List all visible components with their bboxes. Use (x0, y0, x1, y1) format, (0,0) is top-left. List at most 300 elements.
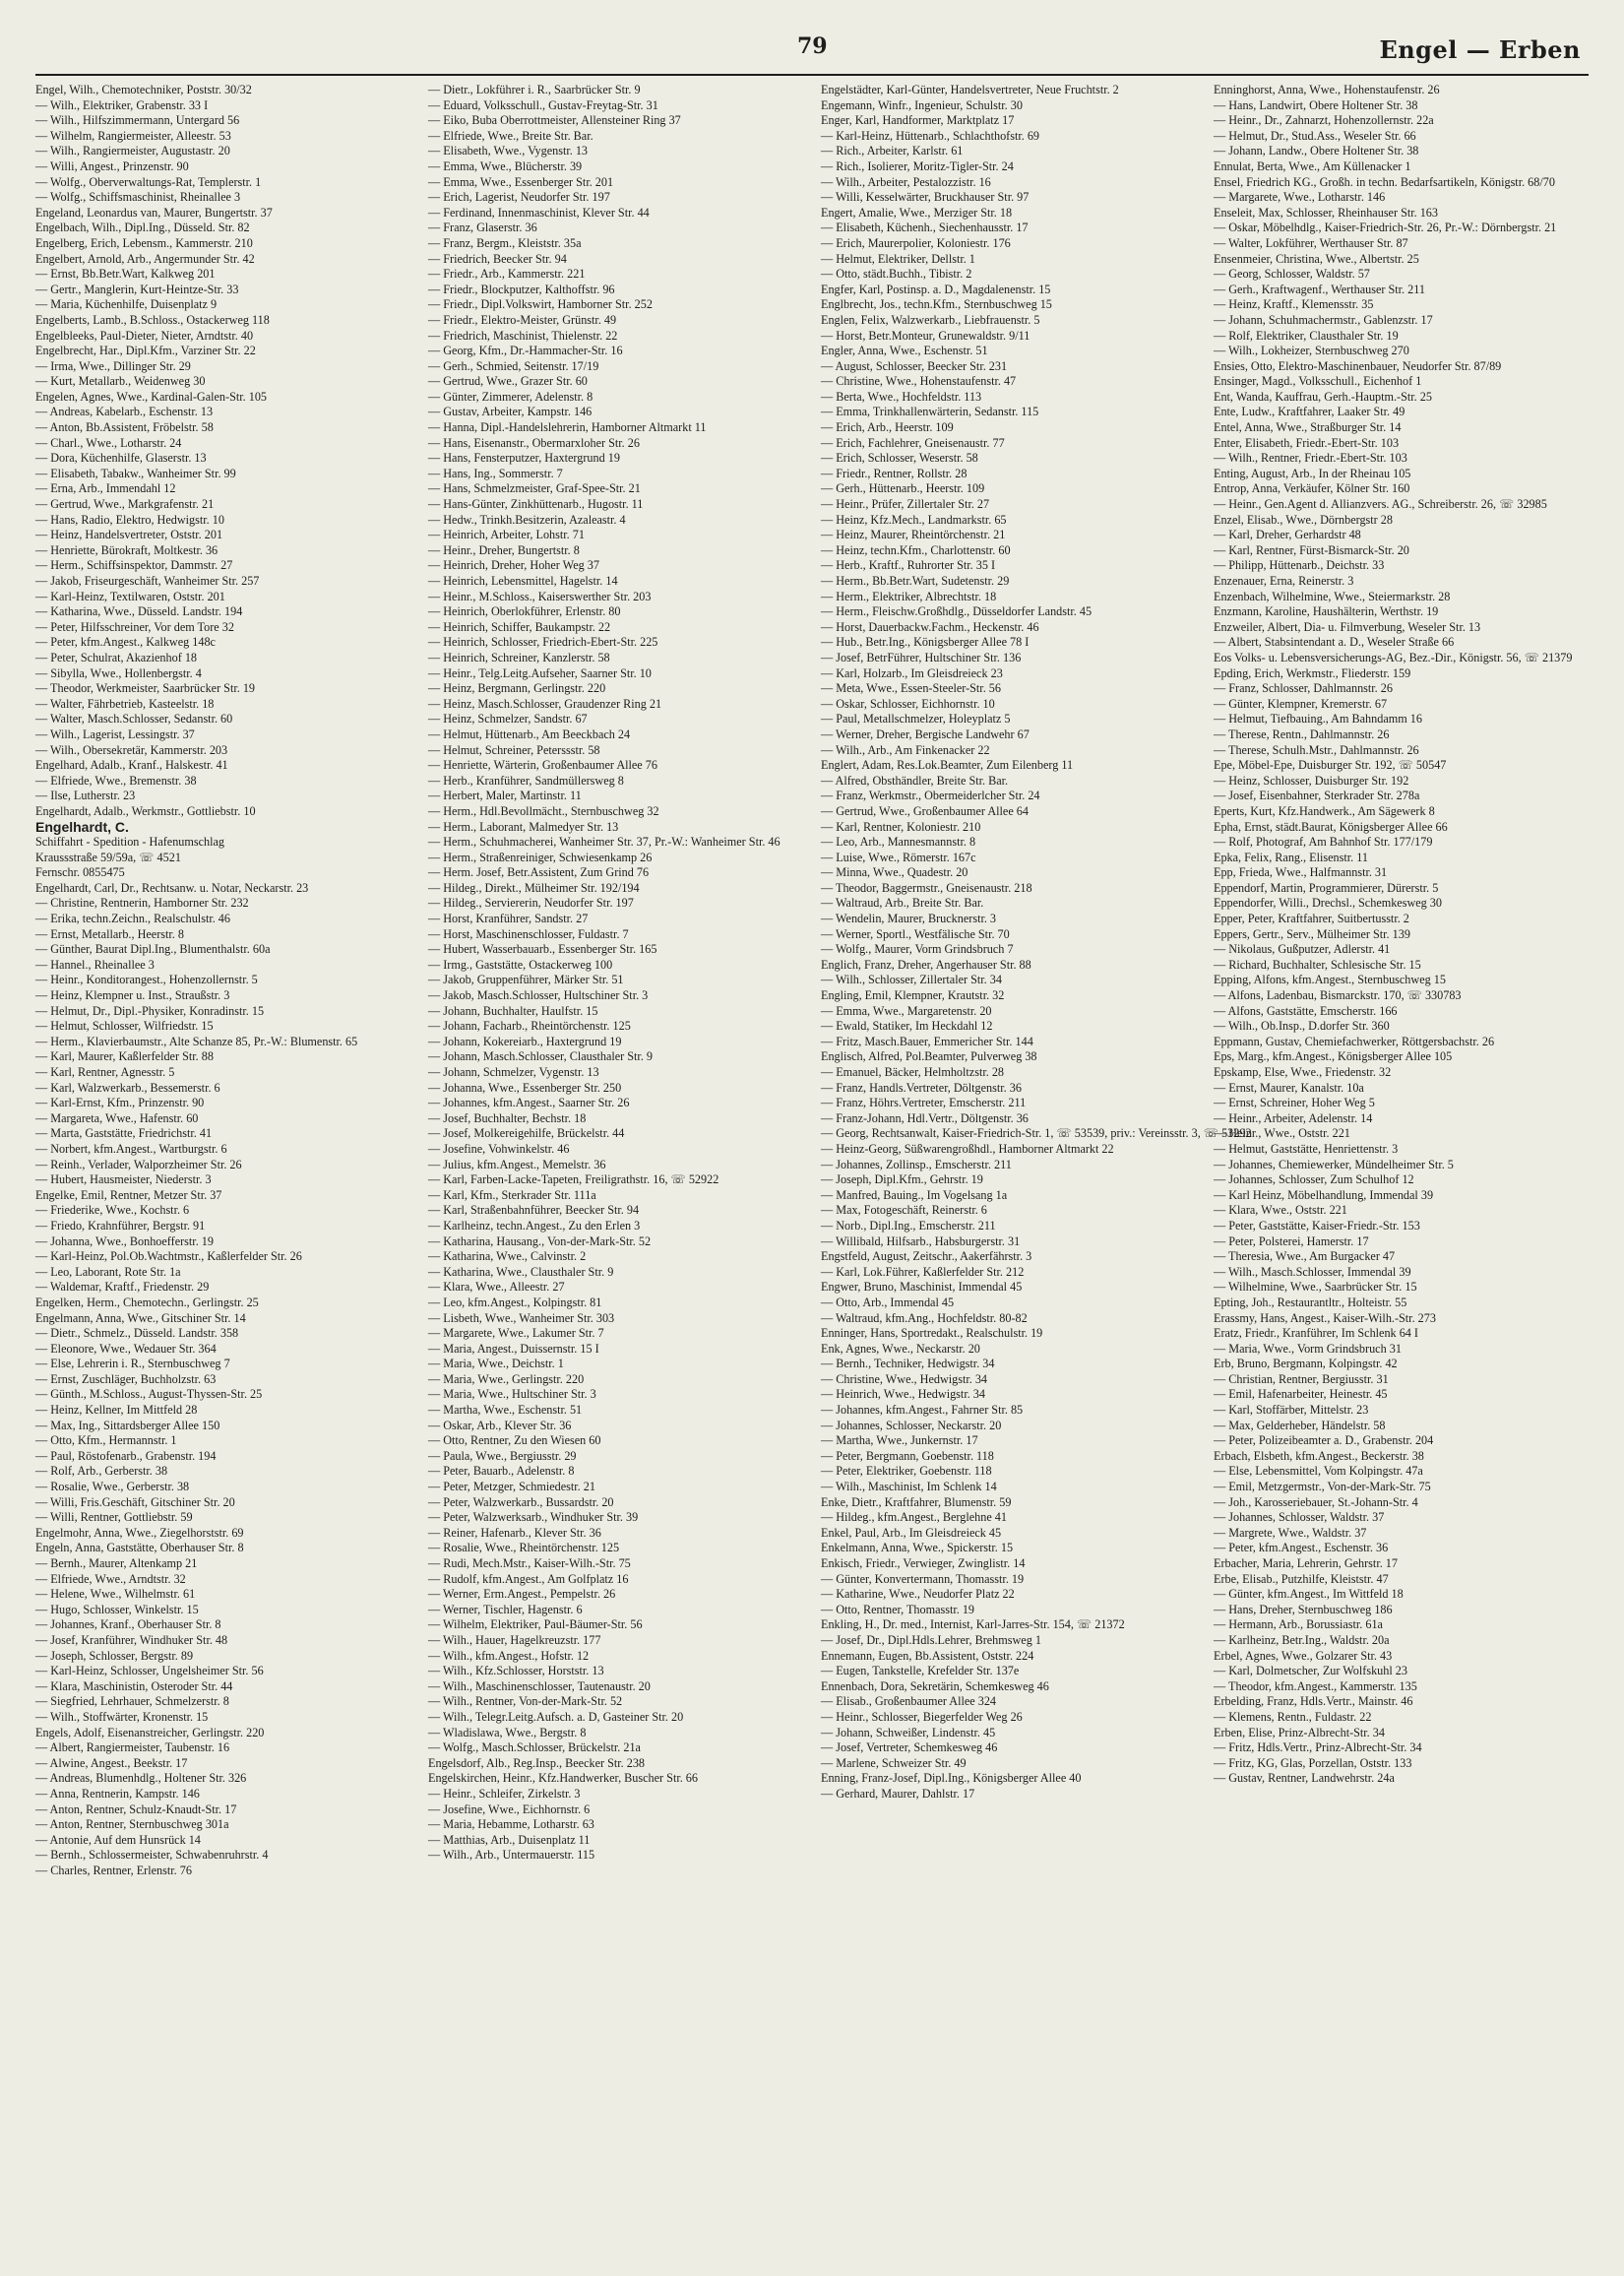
directory-entry: Ent, Wanda, Kauffrau, Gerh.-Hauptm.-Str. 25 (1214, 389, 1432, 404)
directory-entry: — Margrete, Wwe., Waldstr. 37 (1214, 1525, 1367, 1540)
directory-entry: — Emma, Wwe., Blücherstr. 39 (428, 158, 583, 173)
directory-entry: Engwer, Bruno, Maschinist, Immendal 45 (821, 1280, 1023, 1295)
directory-entry: Kraussstraße 59/59a, ☏ 4521 (35, 850, 181, 864)
directory-entry: — Franz, Handls.Vertreter, Döltgenstr. 36 (821, 1080, 1022, 1095)
directory-entry: — Helmut, Dr., Dipl.-Physiker, Konradinstr. 15 (35, 1003, 265, 1018)
header-rule (35, 74, 1589, 76)
directory-entry: — Marta, Gaststätte, Friedrichstr. 41 (35, 1126, 213, 1141)
directory-entry: — Wilh., kfm.Angest., Hofstr. 12 (428, 1648, 590, 1663)
directory-entry: — Hans, Ing., Sommerstr. 7 (428, 466, 563, 480)
directory-entry: — Emma, Wwe., Margaretenstr. 20 (821, 1003, 992, 1018)
directory-entry: — Wilh., Rentner, Friedr.-Ebert-Str. 103 (1214, 451, 1407, 466)
directory-entry: — Herbert, Maler, Martinstr. 11 (428, 789, 582, 803)
directory-entry: — Katharina, Wwe., Düsseld. Landstr. 194 (35, 604, 243, 619)
directory-entry: — Gertrud, Wwe., Großenbaumer Allee 64 (821, 803, 1029, 818)
directory-entry: — Therese, Schulh.Mstr., Dahlmannstr. 26 (1214, 742, 1419, 757)
directory-entry: — Heinr., Arbeiter, Adelenstr. 14 (1214, 1110, 1373, 1125)
directory-entry: Ennemann, Eugen, Bb.Assistent, Oststr. 224 (821, 1648, 1034, 1663)
directory-entry: — Erich, Fachlehrer, Gneisenaustr. 77 (821, 435, 1005, 450)
directory-entry: — August, Schlosser, Beecker Str. 231 (821, 358, 1008, 373)
directory-entry: Engelbrecht, Har., Dipl.Kfm., Varziner Str. 22 (35, 344, 256, 358)
directory-entry: — Josef, BetrFührer, Hultschiner Str. 136 (821, 650, 1022, 664)
directory-entry: — Heinz, Kraftf., Klemensstr. 35 (1214, 297, 1374, 312)
directory-entry: — Peter, Walzwerksarb., Windhuker Str. 39 (428, 1510, 639, 1525)
directory-entry: — Franz-Johann, Hdl.Vertr., Döltgenstr. 36 (821, 1110, 1029, 1125)
directory-entry: — Peter, Bergmann, Goebenstr. 118 (821, 1448, 994, 1463)
directory-entry: Epka, Felix, Rang., Elisenstr. 11 (1214, 850, 1368, 864)
directory-entry: — Heinr., Dr., Zahnarzt, Hohenzollernstr. 22a (1214, 113, 1434, 128)
directory-entry: — Heinr., Dreher, Bungertstr. 8 (428, 542, 580, 557)
directory-entry: Engelberts, Lamb., B.Schloss., Ostackerweg 118 (35, 312, 270, 327)
directory-entry: — Rich., Arbeiter, Karlstr. 61 (821, 144, 964, 158)
directory-entry: — Henriette, Bürokraft, Moltkestr. 36 (35, 542, 219, 557)
directory-entry: Engelen, Agnes, Wwe., Kardinal-Galen-Str. 105 (35, 389, 268, 404)
directory-entry: — Erich, Arb., Heerstr. 109 (821, 420, 954, 435)
directory-entry: — Katharine, Wwe., Neudorfer Platz 22 (821, 1587, 1015, 1602)
directory-entry: — Heinz, Masch.Schlosser, Graudenzer Ring 21 (428, 696, 662, 711)
directory-entry: — Ernst, Bb.Betr.Wart, Kalkweg 201 (35, 267, 216, 282)
directory-entry: — Günth., M.Schloss., August-Thyssen-Str. 25 (35, 1387, 263, 1402)
directory-entry: — Otto, Arb., Immendal 45 (821, 1295, 955, 1309)
directory-entry: — Heinz, Bergmann, Gerlingstr. 220 (428, 681, 606, 696)
directory-entry: Eppers, Gertr., Serv., Mülheimer Str. 139 (1214, 926, 1410, 941)
directory-entry: — Fritz, KG, Glas, Porzellan, Oststr. 133 (1214, 1755, 1412, 1770)
directory-entry: — Heinr., Konditorangest., Hohenzollernstr. 5 (35, 973, 258, 987)
directory-entry: — Wilh., Maschinenschlosser, Tautenaustr. 20 (428, 1678, 651, 1693)
directory-entry: — Heinz, Kfz.Mech., Landmarkstr. 65 (821, 512, 1007, 527)
directory-entry: — Heinr., Schlosser, Biegerfelder Weg 26 (821, 1709, 1023, 1724)
directory-entry: — Lisbeth, Wwe., Wanheimer Str. 303 (428, 1310, 615, 1325)
directory-entry: — Horst, Betr.Monteur, Grunewaldstr. 9/11 (821, 328, 1031, 343)
directory-entry: — Friedr., Dipl.Volkswirt, Hamborner Str. 252 (428, 297, 653, 312)
directory-entry: — Martha, Wwe., Eschenstr. 51 (428, 1403, 583, 1418)
directory-entry: Erben, Elise, Prinz-Albrecht-Str. 34 (1214, 1725, 1385, 1739)
directory-entry: — Karl, Rentner, Koloniestr. 210 (821, 819, 981, 834)
directory-entry: — Wilhelm, Rangiermeister, Alleestr. 53 (35, 128, 231, 143)
directory-entry: — Peter, kfm.Angest., Eschenstr. 36 (1214, 1541, 1389, 1555)
directory-entry: — Heinr., M.Schloss., Kaiserswerther Str. 203 (428, 589, 652, 603)
directory-entry: Engling, Emil, Klempner, Krautstr. 32 (821, 988, 1005, 1003)
directory-entry: — Minna, Wwe., Quadestr. 20 (821, 865, 968, 880)
directory-entry: — Friedrich, Maschinist, Thielenstr. 22 (428, 328, 618, 343)
directory-entry: Engemann, Winfr., Ingenieur, Schulstr. 30 (821, 97, 1023, 112)
directory-entry: — Irma, Wwe., Dillinger Str. 29 (35, 358, 191, 373)
directory-entry: — Hans, Eisenanstr., Obermarxloher Str. 26 (428, 435, 640, 450)
directory-entry: — Werner, Tischler, Hagenstr. 6 (428, 1602, 583, 1616)
directory-entry: — Ernst, Maurer, Kanalstr. 10a (1214, 1080, 1364, 1095)
directory-entry: Engelbach, Wilh., Dipl.Ing., Düsseld. Str. 82 (35, 221, 250, 235)
directory-entry: Ensinger, Magd., Volksschull., Eichenhof 1 (1214, 374, 1422, 389)
directory-entry: — Hans-Günter, Zinkhüttenarb., Hugostr. 11 (428, 497, 644, 512)
directory-entry: — Reinh., Verlader, Walporzheimer Str. 26 (35, 1157, 242, 1171)
directory-entry: — Josef, Vertreter, Schemkesweg 46 (821, 1740, 998, 1755)
directory-entry: Engels, Adolf, Eisenanstreicher, Gerlingstr. 220 (35, 1725, 265, 1739)
directory-entry: Engstfeld, August, Zeitschr., Aakerfährstr. 3 (821, 1249, 1032, 1264)
directory-entry: Englert, Adam, Res.Lok.Beamter, Zum Eilenberg 11 (821, 758, 1074, 773)
directory-entry: — Horst, Maschinenschlosser, Fuldastr. 7 (428, 926, 629, 941)
directory-entry: — Rosalie, Wwe., Rheintörchenstr. 125 (428, 1541, 620, 1555)
directory-entry: — Christine, Wwe., Hohenstaufenstr. 47 (821, 374, 1017, 389)
directory-entry: — Wilh., Lagerist, Lessingstr. 37 (35, 727, 195, 741)
directory-entry: Eppmann, Gustav, Chemiefachwerker, Röttgersbachstr. 26 (1214, 1034, 1495, 1048)
directory-entry: — Wilh., Lokheizer, Sternbuschweg 270 (1214, 344, 1409, 358)
directory-entry: — Karl-Heinz, Textilwaren, Oststr. 201 (35, 589, 225, 603)
directory-entry: — Josef, Buchhalter, Bechstr. 18 (428, 1110, 587, 1125)
directory-entry: Engelstädter, Karl-Günter, Handelsvertreter, Neue Fruchtstr. 2 (821, 83, 1119, 96)
directory-entry: — Hildeg., kfm.Angest., Berglehne 41 (821, 1510, 1007, 1525)
directory-entry: — Jakob, Masch.Schlosser, Hultschiner Str. 3 (428, 988, 649, 1003)
directory-entry: — Walter, Lokführer, Werthauser Str. 87 (1214, 235, 1408, 250)
directory-entry: — Emma, Trinkhallenwärterin, Sedanstr. 115 (821, 405, 1039, 419)
directory-entry: — Irmg., Gaststätte, Ostackerweg 100 (428, 957, 613, 972)
directory-entry: — Hans, Dreher, Sternbuschweg 186 (1214, 1602, 1393, 1616)
directory-entry: Engelhardt, Adalb., Werkmstr., Gottliebstr. 10 (35, 803, 256, 818)
directory-entry: — Margarete, Wwe., Lakumer Str. 7 (428, 1326, 604, 1341)
directory-entry: — Johann, Schmelzer, Vygenstr. 13 (428, 1065, 599, 1079)
directory-entry: — Franz, Höhrs.Vertreter, Emscherstr. 211 (821, 1096, 1027, 1110)
directory-entry: — Alfons, Ladenbau, Bismarckstr. 170, ☏ 330783 (1214, 988, 1462, 1003)
directory-entry: — Karl, Dolmetscher, Zur Wolfskuhl 23 (1214, 1664, 1407, 1678)
directory-entry: — Peter, Metzger, Schmiedestr. 21 (428, 1480, 595, 1494)
directory-entry: — Christian, Rentner, Bergiusstr. 31 (1214, 1371, 1389, 1386)
directory-entry: — Alfons, Gaststätte, Emscherstr. 166 (1214, 1003, 1398, 1018)
directory-entry: — Josef, Eisenbahner, Sterkrader Str. 278a (1214, 789, 1420, 803)
directory-entry: Engler, Anna, Wwe., Eschenstr. 51 (821, 344, 988, 358)
directory-entry: — Wilh., Rangiermeister, Augustastr. 20 (35, 144, 230, 158)
directory-entry: — Johann, Buchhalter, Haulfstr. 15 (428, 1003, 598, 1018)
directory-entry: — Johannes, Chemiewerker, Mündelheimer Str. 5 (1214, 1157, 1454, 1171)
directory-entry: — Heinrich, Dreher, Hoher Weg 37 (428, 558, 599, 573)
directory-entry: — Katharina, Wwe., Calvinstr. 2 (428, 1249, 587, 1264)
directory-entry: — Eugen, Tankstelle, Krefelder Str. 137e (821, 1664, 1020, 1678)
directory-entry: — Karl, Maurer, Kaßlerfelder Str. 88 (35, 1049, 214, 1064)
directory-entry: — Friederike, Wwe., Kochstr. 6 (35, 1203, 190, 1218)
directory-entry: Eratz, Friedr., Kranführer, Im Schlenk 64 I (1214, 1326, 1418, 1341)
directory-entry: — Katharina, Wwe., Clausthaler Str. 9 (428, 1264, 614, 1279)
directory-entry: — Norb., Dipl.Ing., Emscherstr. 211 (821, 1218, 996, 1233)
directory-entry: Engel, Wilh., Chemotechniker, Poststr. 30/32 (35, 83, 252, 96)
directory-entry: — Peter, kfm.Angest., Kalkweg 148c (35, 635, 216, 650)
directory-entry: — Leo, Laborant, Rote Str. 1a (35, 1264, 181, 1279)
directory-entry: — Emma, Wwe., Essenberger Str. 201 (428, 174, 614, 189)
directory-entry: — Andreas, Kabelarb., Eschenstr. 13 (35, 405, 214, 419)
directory-entry: Eperts, Kurt, Kfz.Handwerk., Am Sägewerk 8 (1214, 803, 1435, 818)
directory-entry: — Theodor, Werkmeister, Saarbrücker Str. 19 (35, 681, 256, 696)
directory-entry: — Oskar, Arb., Klever Str. 36 (428, 1418, 572, 1432)
directory-entry: Enzenbach, Wilhelmine, Wwe., Steiermarkstr. 28 (1214, 589, 1451, 603)
directory-entry: — Max, Ing., Sittardsberger Allee 150 (35, 1418, 220, 1432)
directory-entry: — Heinrich, Schreiner, Kanzlerstr. 58 (428, 650, 610, 664)
directory-entry: — Klara, Wwe., Alleestr. 27 (428, 1280, 565, 1295)
directory-entry: — Antonie, Auf dem Hunsrück 14 (35, 1832, 201, 1847)
directory-entry: — Eduard, Volksschull., Gustav-Freytag-Str. 31 (428, 97, 658, 112)
directory-entry: — Albert, Rangiermeister, Taubenstr. 16 (35, 1740, 230, 1755)
directory-entry: — Otto, Kfm., Hermannstr. 1 (35, 1433, 177, 1448)
directory-entry: — Herm., Bb.Betr.Wart, Sudetenstr. 29 (821, 574, 1010, 588)
directory-entry: — Fritz, Hdls.Vertr., Prinz-Albrecht-Str. 34 (1214, 1740, 1422, 1755)
directory-entry: — Werner, Dreher, Bergische Landwehr 67 (821, 727, 1030, 741)
directory-entry: Englbrecht, Jos., techn.Kfm., Sternbuschweg 15 (821, 297, 1052, 312)
directory-entry: — Bernh., Schlossermeister, Schwabenruhrstr. 4 (35, 1848, 269, 1863)
directory-entry: — Karl-Heinz, Hüttenarb., Schlachthofstr. 69 (821, 128, 1040, 143)
directory-entry: — Anton, Rentner, Sternbuschweg 301a (35, 1817, 229, 1832)
directory-entry: — Erich, Schlosser, Weserstr. 58 (821, 451, 978, 466)
directory-entry: — Philipp, Hüttenarb., Deichstr. 33 (1214, 558, 1385, 573)
directory-entry: — Josefine, Wwe., Eichhornstr. 6 (428, 1802, 591, 1816)
directory-entry: — Peter, Gaststätte, Kaiser-Friedr.-Str. 153 (1214, 1218, 1420, 1233)
directory-entry: — Wilh., Ob.Insp., D.dorfer Str. 360 (1214, 1019, 1390, 1034)
directory-entry: — Anton, Rentner, Schulz-Knaudt-Str. 17 (35, 1802, 237, 1816)
directory-entry: — Erich, Maurerpolier, Koloniestr. 176 (821, 235, 1011, 250)
directory-entry: Ensenmeier, Christina, Wwe., Albertstr. 25 (1214, 251, 1419, 266)
directory-entry: Engelmohr, Anna, Wwe., Ziegelhorststr. 69 (35, 1525, 244, 1540)
directory-entry: Engelhardt, Carl, Dr., Rechtsanw. u. Notar, Neckarstr. 23 (35, 880, 309, 895)
directory-entry: — Heinrich, Lebensmittel, Hagelstr. 14 (428, 574, 618, 588)
directory-entry: — Waltraud, Arb., Breite Str. Bar. (821, 896, 984, 911)
directory-entry: — Helmut, Tiefbauing., Am Bahndamm 16 (1214, 712, 1422, 727)
directory-entry: — Elisab., Großenbaumer Allee 324 (821, 1694, 997, 1709)
directory-entry: — Günter, Zimmerer, Adelenstr. 8 (428, 389, 593, 404)
directory-entry: — Max, Fotogeschäft, Reinerstr. 6 (821, 1203, 987, 1218)
directory-entry: — Emil, Metzgermstr., Von-der-Mark-Str. 75 (1214, 1480, 1431, 1494)
directory-entry: — Josef, Molkereigehilfe, Brückelstr. 44 (428, 1126, 625, 1141)
directory-entry: — Hanna, Dipl.-Handelslehrerin, Hamborner Altmarkt 11 (428, 420, 707, 435)
directory-entry: — Maria, Wwe., Vorm Grindsbruch 31 (1214, 1341, 1402, 1356)
directory-entry: — Heinz, Klempner u. Inst., Straußstr. 3 (35, 988, 230, 1003)
directory-entry: — Karlheinz, Betr.Ing., Waldstr. 20a (1214, 1632, 1390, 1647)
directory-entry: — Johann, Masch.Schlosser, Clausthaler Str. 9 (428, 1049, 654, 1064)
directory-entry: — Siegfried, Lehrhauer, Schmelzerstr. 8 (35, 1694, 229, 1709)
directory-entry: — Peter, Walzwerkarb., Bussardstr. 20 (428, 1494, 614, 1509)
directory-entry: — Friedo, Krahnführer, Bergstr. 91 (35, 1218, 206, 1233)
directory-entry: — Helmut, Hüttenarb., Am Beeckbach 24 (428, 727, 631, 741)
directory-entry: Entel, Anna, Wwe., Straßburger Str. 14 (1214, 420, 1402, 435)
directory-entry: Englisch, Alfred, Pol.Beamter, Pulverweg 38 (821, 1049, 1037, 1064)
directory-entry: — Jakob, Gruppenführer, Märker Str. 51 (428, 973, 624, 987)
directory-entry: — Hildeg., Direkt., Mülheimer Str. 192/194 (428, 880, 640, 895)
directory-entry: Eppendorfer, Willi., Drechsl., Schemkesweg 30 (1214, 896, 1442, 911)
directory-entry: — Henriette, Wärterin, Großenbaumer Allee 76 (428, 758, 657, 773)
directory-entry: — Erna, Arb., Immendahl 12 (35, 481, 176, 496)
directory-entry: — Heinz, Kellner, Im Mittfeld 28 (35, 1403, 198, 1418)
directory-entry: — Elfriede, Wwe., Arndtstr. 32 (35, 1571, 186, 1586)
directory-entry: — Heinrich, Arbeiter, Lohstr. 71 (428, 528, 585, 542)
directory-entry: — Oskar, Schlosser, Eichhornstr. 10 (821, 696, 995, 711)
directory-entry: — Klara, Wwe., Oststr. 221 (1214, 1203, 1347, 1218)
directory-entry: Erassmy, Hans, Angest., Kaiser-Wilh.-Str. 273 (1214, 1310, 1436, 1325)
directory-entry: — Herm., Straßenreiniger, Schwiesenkamp 26 (428, 850, 653, 864)
directory-entry: — Richard, Buchhalter, Schlesische Str. 15 (1214, 957, 1421, 972)
directory-entry: — Franz, Werkmstr., Obermeiderlcher Str. 24 (821, 789, 1040, 803)
directory-entry: — Emanuel, Bäcker, Helmholtzstr. 28 (821, 1065, 1005, 1079)
directory-entry: — Hans, Schmelzmeister, Graf-Spee-Str. 21 (428, 481, 641, 496)
directory-entry: — Johann, Kokereiarb., Haxtergrund 19 (428, 1034, 622, 1048)
directory-entry: — Karl-Heinz, Pol.Ob.Wachtmstr., Kaßlerfelder Str. 26 (35, 1249, 302, 1264)
directory-entry: — Ilse, Lutherstr. 23 (35, 789, 136, 803)
directory-entry: — Peter, Hilfsschreiner, Vor dem Tore 32 (35, 619, 234, 634)
directory-entry: — Willi, Rentner, Gottliebstr. 59 (35, 1510, 193, 1525)
directory-entry: — Gerh., Schmied, Seitenstr. 17/19 (428, 358, 599, 373)
directory-entry: Engelhard, Adalb., Kranf., Halskestr. 41 (35, 758, 228, 773)
directory-entry: — Heinr., Schleifer, Zirkelstr. 3 (428, 1786, 581, 1801)
directory-entry: — Wilh., Arbeiter, Pestalozzistr. 16 (821, 174, 991, 189)
directory-entry: — Nikolaus, Gußputzer, Adlerstr. 41 (1214, 942, 1391, 957)
directory-entry: — Heinr., Prüfer, Zillertaler Str. 27 (821, 497, 990, 512)
directory-entry: — Willibald, Hilfsarb., Habsburgerstr. 31 (821, 1233, 1021, 1248)
directory-entry: — Willi, Kesselwärter, Bruckhauser Str. 97 (821, 190, 1030, 205)
directory-entry: — Georg, Rechtsanwalt, Kaiser-Friedrich-Str. 1, ☏ 53539, priv.: Vereinsstr. 3, ☏ 53292 (821, 1126, 1252, 1141)
directory-entry: — Willi, Angest., Prinzenstr. 90 (35, 158, 189, 173)
directory-entry: — Elfriede, Wwe., Bremenstr. 38 (35, 773, 197, 788)
directory-entry: — Herm., Klavierbaumstr., Alte Schanze 85, Pr.-W.: Blumenstr. 65 (35, 1034, 358, 1048)
directory-entry: Erbe, Elisab., Putzhilfe, Kleiststr. 47 (1214, 1571, 1389, 1586)
directory-entry: Enger, Karl, Handformer, Marktplatz 17 (821, 113, 1015, 128)
directory-entry: Enzweiler, Albert, Dia- u. Filmverbung, Weseler Str. 13 (1214, 619, 1481, 634)
directory-entry: — Peter, Schulrat, Akazienhof 18 (35, 650, 198, 664)
directory-entry: — Peter, Polsterei, Hamerstr. 17 (1214, 1233, 1369, 1248)
directory-entry: — Maria, Wwe., Deichstr. 1 (428, 1357, 564, 1371)
directory-entry: — Herb., Kranführer, Sandmüllersweg 8 (428, 773, 624, 788)
directory-entry: — Andreas, Blumenhdlg., Holtener Str. 326 (35, 1771, 247, 1786)
directory-entry: Epper, Peter, Kraftfahrer, Suitbertusstr. 2 (1214, 912, 1409, 926)
directory-entry: — Rolf, Arb., Gerberstr. 38 (35, 1464, 168, 1479)
directory-entry: — Hans, Fensterputzer, Haxtergrund 19 (428, 451, 620, 466)
directory-entry: — Karl, Farben-Lacke-Tapeten, Freiligrathstr. 16, ☏ 52922 (428, 1172, 719, 1187)
directory-entry: — Johannes, Schlosser, Waldstr. 37 (1214, 1510, 1385, 1525)
directory-entry: — Kurt, Metallarb., Weidenweg 30 (35, 374, 206, 389)
directory-entry: — Wilh., Arb., Untermauerstr. 115 (428, 1848, 595, 1863)
directory-entry: — Rosalie, Wwe., Gerberstr. 38 (35, 1480, 190, 1494)
directory-entry: Ente, Ludw., Kraftfahrer, Laaker Str. 49 (1214, 405, 1405, 419)
directory-entry: — Meta, Wwe., Essen-Steeler-Str. 56 (821, 681, 1001, 696)
directory-entry: Enkisch, Friedr., Verwieger, Zwinglistr. 14 (821, 1556, 1026, 1570)
directory-entry: Enzenauer, Erna, Reinerstr. 3 (1214, 574, 1354, 588)
directory-entry: — Helene, Wwe., Wilhelmstr. 61 (35, 1587, 196, 1602)
directory-entry: — Elfriede, Wwe., Breite Str. Bar. (428, 128, 593, 143)
directory-entry: — Herm. Josef, Betr.Assistent, Zum Grind 76 (428, 865, 650, 880)
directory-entry: Engelbert, Arnold, Arb., Angermunder Str. 42 (35, 251, 255, 266)
directory-entry: — Erika, techn.Zeichn., Realschulstr. 46 (35, 912, 230, 926)
directory-entry: — Johannes, Schlosser, Neckarstr. 20 (821, 1418, 1002, 1432)
directory-entry: — Margareta, Wwe., Hafenstr. 60 (35, 1110, 199, 1125)
directory-entry: Engelbleeks, Paul-Dieter, Nieter, Arndtstr. 40 (35, 328, 254, 343)
directory-entry: Epding, Erich, Werkmstr., Fliederstr. 159 (1214, 665, 1411, 680)
directory-entry: — Bernh., Techniker, Hedwigstr. 34 (821, 1357, 995, 1371)
directory-entry: — Heinrich, Schiffer, Baukampstr. 22 (428, 619, 611, 634)
directory-entry: — Helmut, Schlosser, Wilfriedstr. 15 (35, 1019, 214, 1034)
directory-entry: — Herb., Kraftf., Ruhrorter Str. 35 I (821, 558, 996, 573)
directory-entry: — Hans, Landwirt, Obere Holtener Str. 38 (1214, 97, 1418, 112)
directory-entry: — Max, Gelderheber, Händelstr. 58 (1214, 1418, 1386, 1432)
directory-entry: — Friedr., Rentner, Rollstr. 28 (821, 466, 968, 480)
directory-entry: — Johann, Schuhmachermstr., Gablenzstr. 17 (1214, 312, 1433, 327)
directory-entry: — Sibylla, Wwe., Hollenbergstr. 4 (35, 665, 202, 680)
directory-entry: — Herm., Laborant, Malmedyer Str. 13 (428, 819, 619, 834)
directory-entry: — Rudolf, kfm.Angest., Am Golfplatz 16 (428, 1571, 629, 1586)
directory-entry: — Bernh., Maurer, Altenkamp 21 (35, 1556, 198, 1570)
directory-entry: — Hugo, Schlosser, Winkelstr. 15 (35, 1602, 199, 1616)
directory-entry: — Wilh., Telegr.Leitg.Aufsch. a. D, Gasteiner Str. 20 (428, 1709, 684, 1724)
directory-entry: — Peter, Bauarb., Adelenstr. 8 (428, 1464, 575, 1479)
directory-entry: — Alfred, Obsthändler, Breite Str. Bar. (821, 773, 1009, 788)
directory-entry: — Hans, Radio, Elektro, Hedwigstr. 10 (35, 512, 224, 527)
directory-entry: — Wolfg., Maurer, Vorm Grindsbruch 7 (821, 942, 1014, 957)
directory-entry: Engeln, Anna, Gaststätte, Oberhauser Str. 8 (35, 1541, 244, 1555)
directory-entry: — Erich, Lagerist, Neudorfer Str. 197 (428, 190, 610, 205)
directory-entry: — Ferdinand, Innenmaschinist, Klever Str. 44 (428, 205, 650, 220)
directory-entry: — Heinr., Gen.Agent d. Allianzvers. AG., Schreiberstr. 26, ☏ 32985 (1214, 497, 1547, 512)
directory-entry: — Klemens, Rentn., Fuldastr. 22 (1214, 1709, 1372, 1724)
directory-entry: — Wilhelmine, Wwe., Saarbrücker Str. 15 (1214, 1280, 1417, 1295)
directory-entry: — Helmut, Gaststätte, Henriettenstr. 3 (1214, 1141, 1399, 1156)
directory-entry: — Waltraud, kfm.Ang., Hochfeldstr. 80-82 (821, 1310, 1028, 1325)
directory-entry: — Heinz, Schlosser, Duisburger Str. 192 (1214, 773, 1409, 788)
directory-entry: — Norbert, kfm.Angest., Wartburgstr. 6 (35, 1141, 227, 1156)
directory-entry: Eppendorf, Martin, Programmierer, Dürerstr. 5 (1214, 880, 1439, 895)
directory-entry: — Heinz, Maurer, Rheintörchenstr. 21 (821, 528, 1006, 542)
directory-entry: — Gertrud, Wwe., Grazer Str. 60 (428, 374, 588, 389)
directory-entry: — Helmut, Dr., Stud.Ass., Weseler Str. 66 (1214, 128, 1416, 143)
directory-entry: Enzmann, Karoline, Haushälterin, Werthstr. 19 (1214, 604, 1439, 619)
directory-entry: — Willi, Fris.Geschäft, Gitschiner Str. 20 (35, 1494, 235, 1509)
directory-entry: — Josef, Dr., Dipl.Hdls.Lehrer, Brehmsweg 1 (821, 1632, 1041, 1647)
directory-entry: — Karl, Stoffärber, Mittelstr. 23 (1214, 1403, 1369, 1418)
running-head: Engel — Erben (1379, 35, 1581, 64)
directory-entry: — Herm., Schuhmacherei, Wanheimer Str. 37, Pr.-W.: Wanheimer Str. 46 (428, 835, 781, 850)
directory-entry: — Oskar, Möbelhdlg., Kaiser-Friedrich-Str. 26, Pr.-W.: Dörnbergstr. 21 (1214, 221, 1557, 235)
directory-entry: — Hub., Betr.Ing., Königsberger Allee 78 I (821, 635, 1030, 650)
directory-entry: — Ernst, Schreiner, Hoher Weg 5 (1214, 1096, 1375, 1110)
directory-entry: — Theresia, Wwe., Am Burgacker 47 (1214, 1249, 1396, 1264)
directory-entry: Engeland, Leonardus van, Maurer, Bungertstr. 37 (35, 205, 273, 220)
directory-entry: — Johannes, Schlosser, Zum Schulhof 12 (1214, 1172, 1414, 1187)
directory-entry: — Wolfg., Schiffsmaschinist, Rheinallee 3 (35, 190, 241, 205)
directory-entry: — Otto, Rentner, Thomasstr. 19 (821, 1602, 975, 1616)
directory-entry: — Reiner, Hafenarb., Klever Str. 36 (428, 1525, 601, 1540)
directory-entry: — Hubert, Wasserbauarb., Essenberger Str. 165 (428, 942, 657, 957)
directory-entry: — Wilh., Obersekretär, Kammerstr. 203 (35, 742, 228, 757)
directory-entry: — Friedr., Arb., Kammerstr. 221 (428, 267, 586, 282)
directory-entry: — Johannes, Zollinsp., Emscherstr. 211 (821, 1157, 1012, 1171)
directory-entry: — Friedr., Elektro-Meister, Grünstr. 49 (428, 312, 617, 327)
column-3 (821, 83, 1252, 2263)
directory-entry: Engelken, Herm., Chemotechn., Gerlingstr. 25 (35, 1295, 259, 1309)
directory-entry: — Johanna, Wwe., Essenberger Str. 250 (428, 1080, 622, 1095)
directory-entry: — Johannes, kfm.Angest., Saarner Str. 26 (428, 1096, 630, 1110)
directory-entry: — Hedw., Trinkh.Besitzerin, Azaleastr. 4 (428, 512, 626, 527)
directory-entry: — Eiko, Buba Oberrottmeister, Allensteiner Ring 37 (428, 113, 681, 128)
directory-entry: — Luise, Wwe., Römerstr. 167c (821, 850, 976, 864)
directory-entry: — Friedrich, Beecker Str. 94 (428, 251, 567, 266)
directory-entry: — Paula, Wwe., Bergiusstr. 29 (428, 1448, 577, 1463)
directory-entry: Enninghorst, Anna, Wwe., Hohenstaufenstr. 26 (1214, 83, 1440, 96)
directory-entry: — Ernst, Metallarb., Heerstr. 8 (35, 926, 184, 941)
directory-entry: Ennulat, Berta, Wwe., Am Küllenacker 1 (1214, 158, 1411, 173)
directory-entry: — Wilh., Arb., Am Finkenacker 22 (821, 742, 990, 757)
directory-entry: — Paul, Metallschmelzer, Holeyplatz 5 (821, 712, 1011, 727)
directory-entry: — Ewald, Statiker, Im Heckdahl 12 (821, 1019, 993, 1034)
directory-entry: — Julius, kfm.Angest., Memelstr. 36 (428, 1157, 606, 1171)
directory-entry: Erbach, Elsbeth, kfm.Angest., Beckerstr. 38 (1214, 1448, 1424, 1463)
directory-entry: Enzel, Elisab., Wwe., Dörnbergstr 28 (1214, 512, 1393, 527)
directory-entry: — Johannes, Kranf., Oberhauser Str. 8 (35, 1617, 221, 1632)
directory-entry: — Heinrich, Wwe., Hedwigstr. 34 (821, 1387, 985, 1402)
directory-entry: — Wilhelm, Elektriker, Paul-Bäumer-Str. 56 (428, 1617, 643, 1632)
directory-entry: — Wilh., Hauer, Hagelkreuzstr. 177 (428, 1632, 601, 1647)
directory-entry: — Helmut, Elektriker, Dellstr. 1 (821, 251, 975, 266)
directory-entry: — Johannes, kfm.Angest., Fahrner Str. 85 (821, 1403, 1024, 1418)
directory-entry: Enkling, H., Dr. med., Internist, Karl-Jarres-Str. 154, ☏ 21372 (821, 1617, 1125, 1632)
